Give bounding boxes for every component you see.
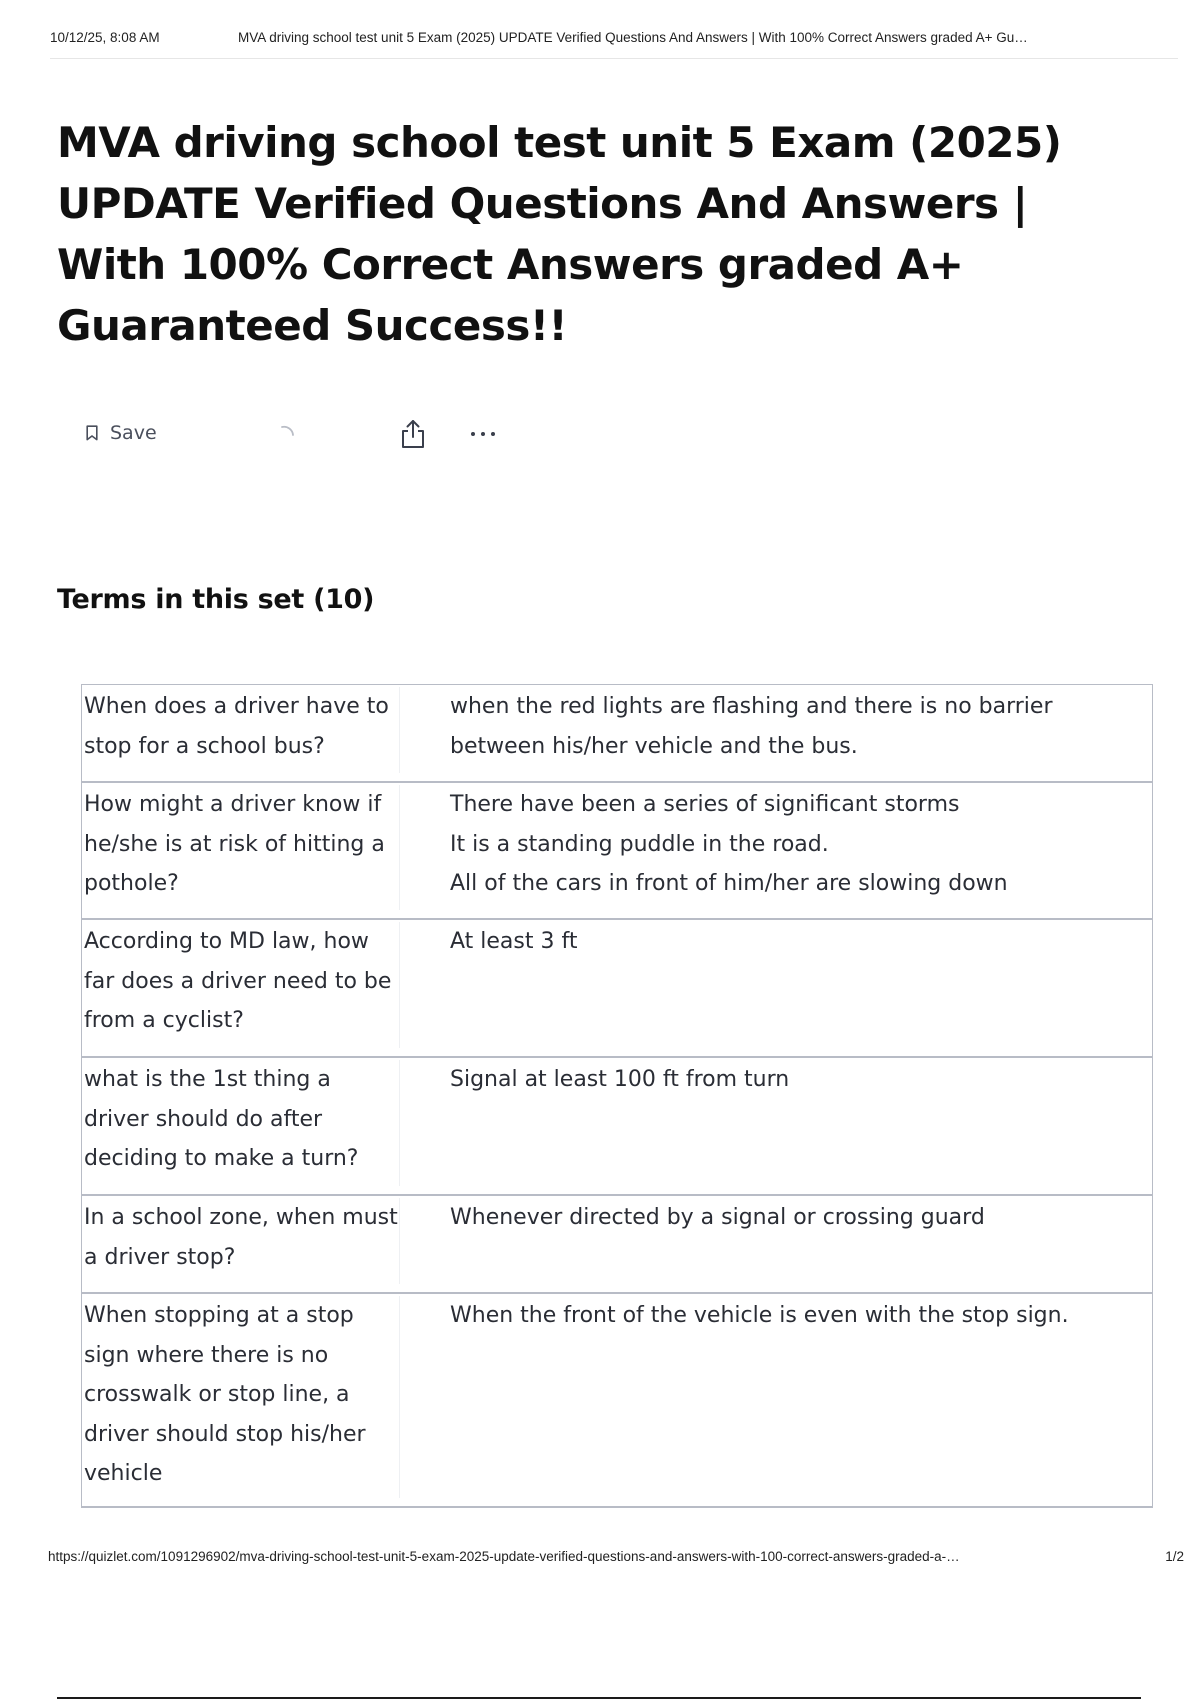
definition-cell: At least 3 ft (450, 929, 578, 954)
save-label: Save (110, 422, 157, 444)
table-row (82, 685, 1152, 783)
save-button[interactable] (86, 422, 157, 444)
table-row (82, 783, 1152, 920)
table-row (82, 1294, 1152, 1508)
definition-cell: There have been a series of significant storms It is a standing puddle in the road. All of the cars in front of him/her are slowing down (450, 792, 1008, 896)
definition-cell: when the red lights are flashing and there is no barrier between his/her vehicle and the bus. (450, 694, 1053, 759)
term-cell: When does a driver have to stop for a school bus? (82, 687, 400, 773)
term-cell: According to MD law, how far does a driver need to be from a cyclist? (82, 922, 400, 1048)
term-cell: How might a driver know if he/she is at risk of hitting a pothole? (82, 785, 400, 910)
share-icon[interactable] (398, 418, 428, 450)
action-bar (86, 418, 526, 454)
spinner-icon (276, 422, 300, 446)
table-row (82, 920, 1152, 1058)
print-doc-title: MVA driving school test unit 5 Exam (2025) UPDATE Verified Questions And Answers | With 100% Correct Answers graded A+ Gu… (238, 30, 1028, 45)
print-url: https://quizlet.com/1091296902/mva-driving-school-test-unit-5-exam-2025-update-verified-questions-and-answers-with-100-correct-answers-graded-a-… (48, 1549, 960, 1564)
bookmark-icon (86, 425, 98, 441)
print-header (50, 30, 1178, 59)
terms-table (81, 684, 1153, 1508)
definition-cell: Signal at least 100 ft from turn (450, 1067, 790, 1092)
definition-cell: When the front of the vehicle is even with the stop sign. (450, 1303, 1069, 1328)
table-row (82, 1196, 1152, 1294)
bottom-divider (57, 1697, 1141, 1699)
term-cell: When stopping at a stop sign where there is no crosswalk or stop line, a driver should stop his/her vehicle (82, 1296, 400, 1498)
more-icon[interactable] (468, 422, 498, 446)
table-row (82, 1058, 1152, 1196)
terms-heading: Terms in this set (10) (57, 584, 375, 615)
page-number: 1/2 (1165, 1549, 1184, 1564)
print-datetime: 10/12/25, 8:08 AM (50, 30, 160, 45)
term-cell: what is the 1st thing a driver should do after deciding to make a turn? (82, 1060, 400, 1186)
definition-cell: Whenever directed by a signal or crossing guard (450, 1205, 985, 1230)
term-cell: In a school zone, when must a driver stop? (82, 1198, 400, 1284)
page-title: MVA driving school test unit 5 Exam (2025) UPDATE Verified Questions And Answers | With 100% Correct Answers graded A+ Guaranteed Success!! (57, 118, 1062, 350)
